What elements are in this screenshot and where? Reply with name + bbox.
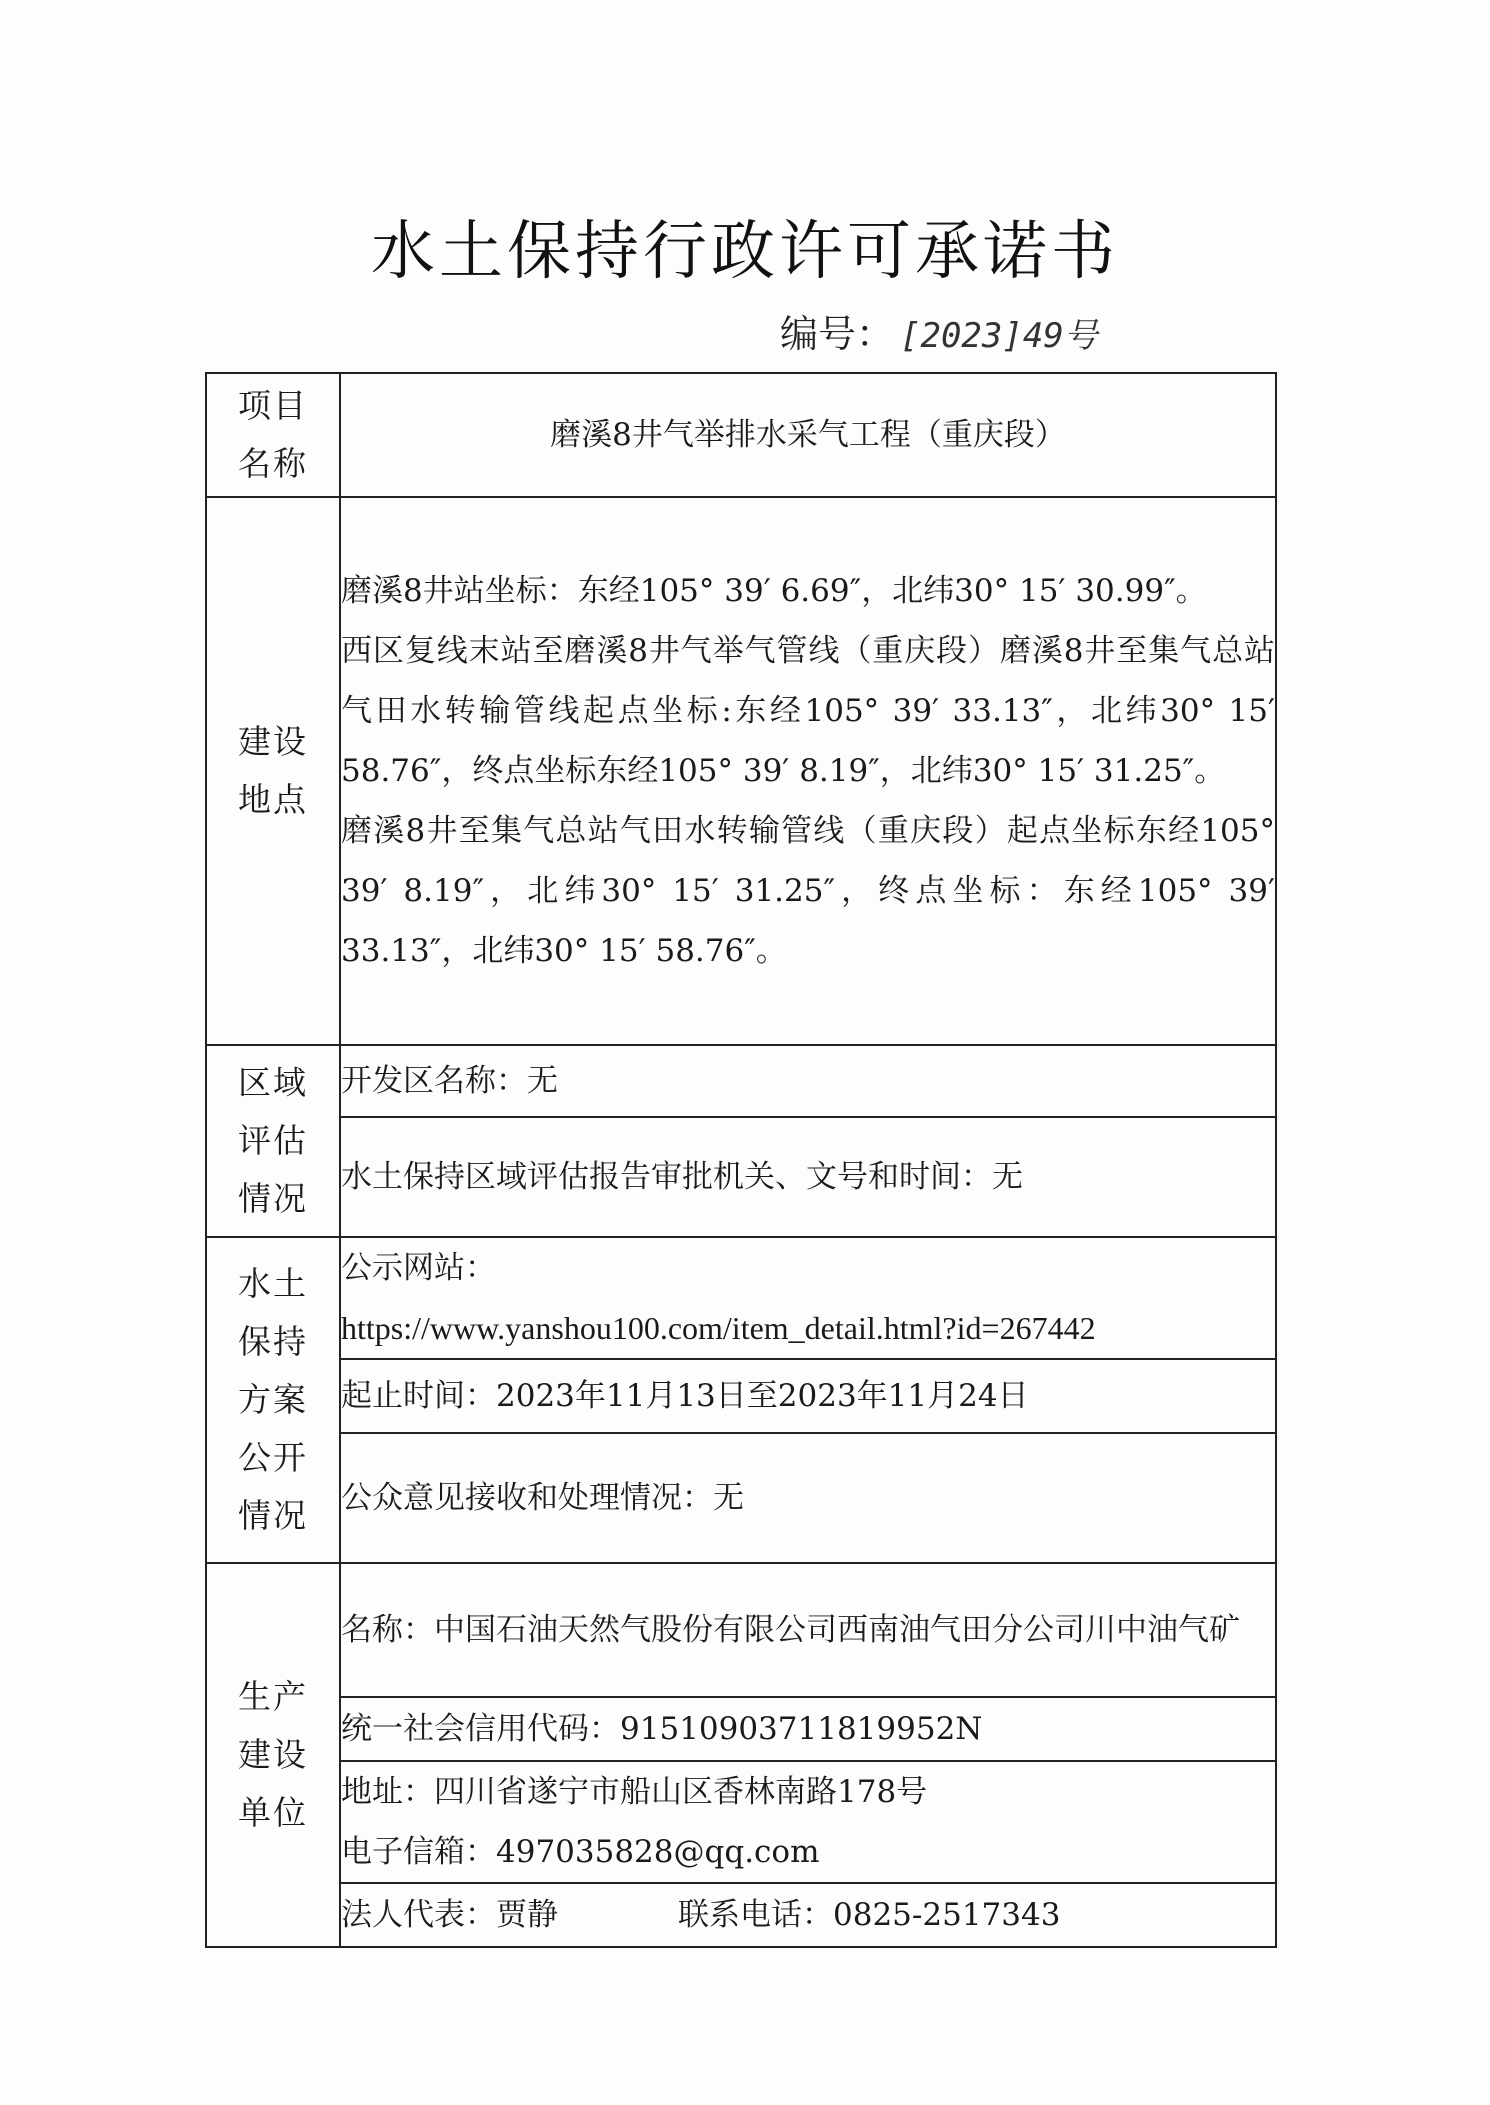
row-unit-credit-code — [206, 1697, 1276, 1761]
unit-email: 电子信箱：497035828@qq.com — [341, 1834, 820, 1870]
row-unit-legal — [206, 1883, 1276, 1947]
value-unit-legal — [340, 1883, 1276, 1947]
unit-phone: 联系电话：0825-2517343 — [678, 1897, 1061, 1933]
label-construction-unit-text: 生产建设单位 — [238, 1677, 308, 1832]
label-plan-disclosure — [206, 1237, 340, 1563]
row-region-dev-zone — [206, 1045, 1276, 1117]
label-construction-location-text: 建设地点 — [238, 722, 308, 819]
value-construction-location — [340, 497, 1276, 1045]
label-region-assessment-text: 区域评估情况 — [238, 1063, 308, 1218]
row-unit-contact — [206, 1761, 1276, 1883]
value-disclosure-period: 起止时间：2023年11月13日至2023年11月24日 — [340, 1359, 1276, 1433]
value-unit-contact — [340, 1761, 1276, 1883]
serial-value: [2023]49号 — [900, 316, 1098, 356]
row-disclosure-opinions — [206, 1433, 1276, 1563]
value-project-name: 磨溪8井气举排水采气工程（重庆段） — [340, 373, 1276, 497]
document-title: 水土保持行政许可承诺书 — [371, 215, 1119, 289]
location-paragraph-1: 磨溪8井站坐标：东经105° 39′ 6.69″，北纬30° 15′ 30.99″。 — [341, 573, 1207, 609]
value-unit-name: 名称：中国石油天然气股份有限公司西南油气田分公司川中油气矿 — [340, 1563, 1276, 1697]
label-project-name-text: 项目名称 — [238, 386, 308, 483]
website-label: 公示网站： — [341, 1250, 496, 1286]
value-unit-credit-code: 统一社会信用代码：91510903711819952N — [340, 1697, 1276, 1761]
row-unit-name — [206, 1563, 1276, 1697]
row-construction-location — [206, 497, 1276, 1045]
row-disclosure-website — [206, 1237, 1276, 1359]
unit-address: 地址：四川省遂宁市船山区香林南路178号 — [341, 1774, 928, 1810]
label-project-name — [206, 373, 340, 497]
commitment-form-table — [205, 372, 1277, 1948]
value-dev-zone: 开发区名称：无 — [340, 1045, 1276, 1117]
location-paragraph-3: 磨溪8井至集气总站气田水转输管线（重庆段）起点坐标东经105° 39′ 8.19″，北纬30° 15′ 31.25″，终点坐标：东经105° 39′ 33.13″，北纬30° 15′ 58.76″。 — [341, 813, 1275, 969]
label-plan-disclosure-text: 水土保持方案公开情况 — [238, 1264, 308, 1535]
unit-legal-rep: 法人代表：贾静 — [341, 1897, 558, 1933]
value-disclosure-opinions: 公众意见接收和处理情况：无 — [340, 1433, 1276, 1563]
row-project-name — [206, 373, 1276, 497]
value-disclosure-website — [340, 1237, 1276, 1359]
serial-label: 编号： — [780, 312, 895, 356]
label-construction-location — [206, 497, 340, 1045]
location-paragraph-2: 西区复线末站至磨溪8井气举气管线（重庆段）磨溪8井至集气总站气田水转输管线起点坐标:东经105° 39′ 33.13″，北纬30° 15′ 58.76″，终点坐标东经105° 39′ 8.19″，北纬30° 15′ 31.25″。 — [341, 633, 1275, 789]
label-construction-unit — [206, 1563, 340, 1947]
serial-number — [780, 303, 1098, 358]
row-region-report — [206, 1117, 1276, 1237]
row-disclosure-period — [206, 1359, 1276, 1433]
value-region-report: 水土保持区域评估报告审批机关、文号和时间：无 — [340, 1117, 1276, 1237]
website-url: https://www.yanshou100.com/item_detail.html?id=267442 — [341, 1310, 1096, 1346]
label-region-assessment — [206, 1045, 340, 1237]
